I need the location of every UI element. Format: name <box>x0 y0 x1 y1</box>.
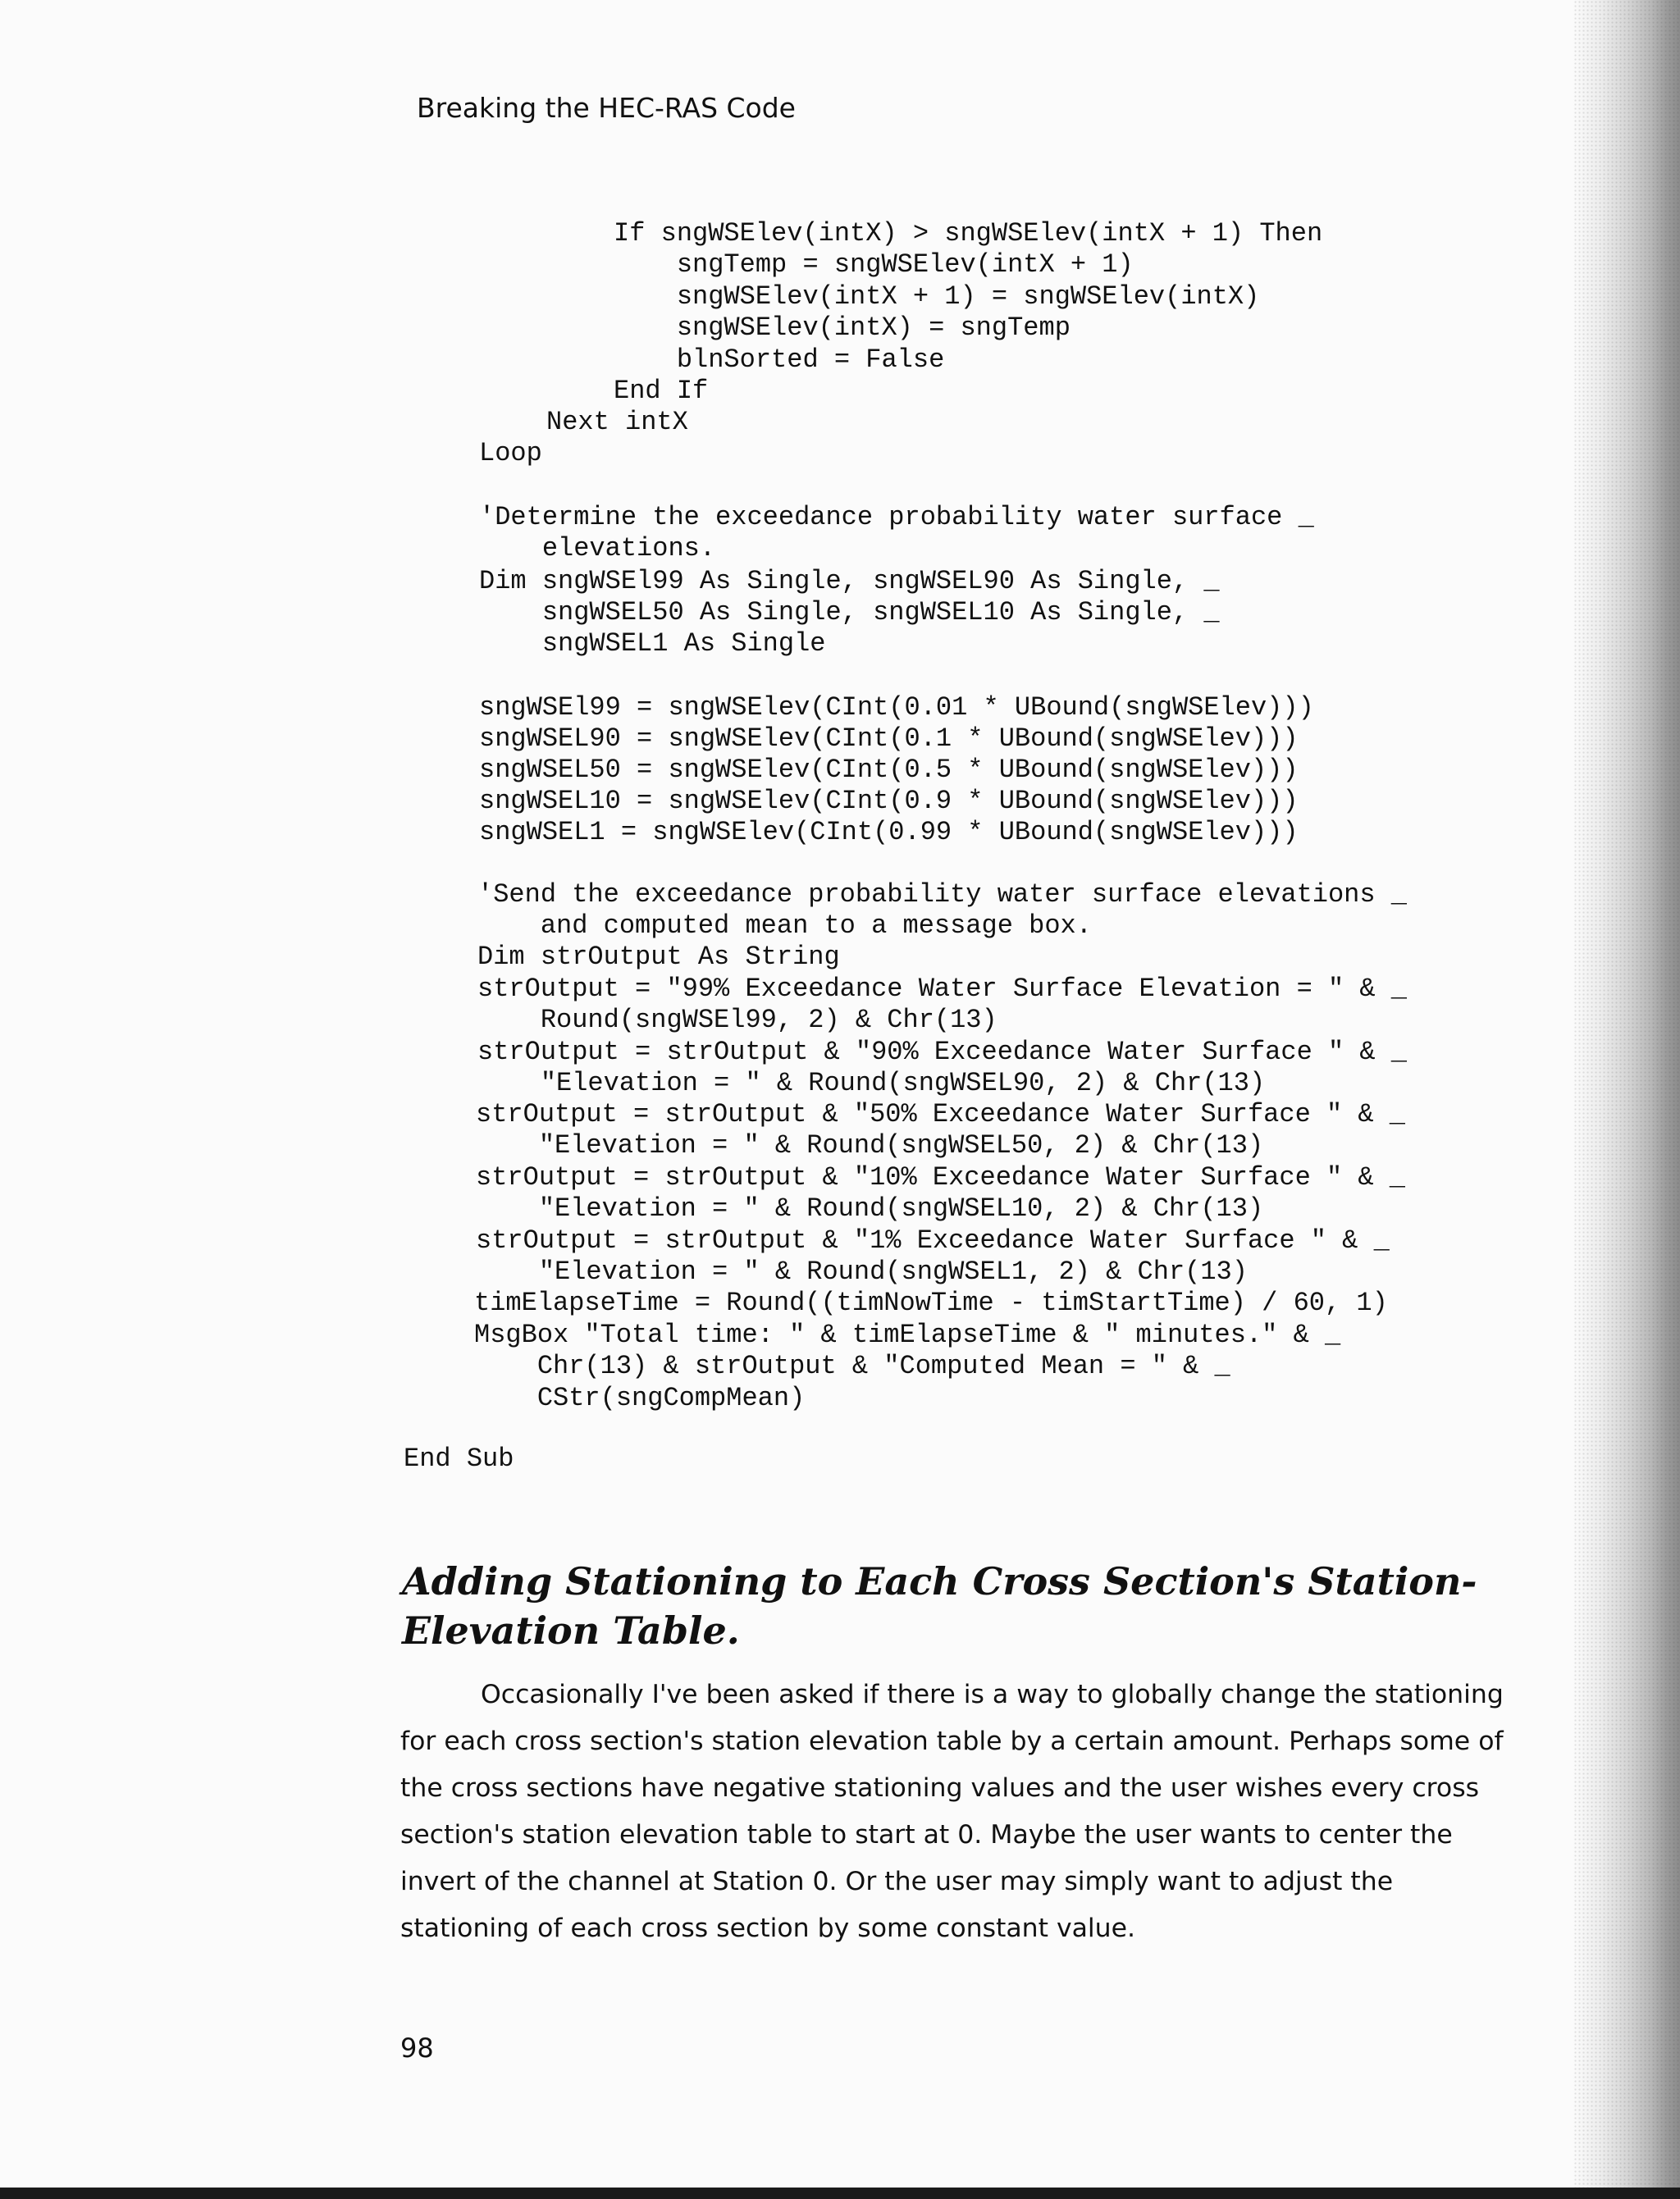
code-line: Dim sngWSEl99 As Single, sngWSEL90 As Single, _ <box>479 566 1220 596</box>
code-line: "Elevation = " & Round(sngWSEL50, 2) & Chr(13) <box>476 1130 1264 1161</box>
code-line: sngWSEL50 = sngWSElev(CInt(0.5 * UBound(sngWSElev))) <box>479 755 1299 785</box>
code-line: and computed mean to a message box. <box>477 910 1092 941</box>
code-line: sngWSEL90 = sngWSElev(CInt(0.1 * UBound(sngWSElev))) <box>479 723 1299 754</box>
code-line: "Elevation = " & Round(sngWSEL90, 2) & Chr(13) <box>477 1068 1266 1098</box>
code-line: If sngWSElev(intX) > sngWSElev(intX + 1) Then <box>614 218 1323 249</box>
code-line: Round(sngWSEl99, 2) & Chr(13) <box>477 1005 998 1035</box>
code-line: sngWSEl99 = sngWSElev(CInt(0.01 * UBound(sngWSElev))) <box>479 692 1314 723</box>
code-comment: 'Determine the exceedance probability water surface _ <box>479 502 1314 532</box>
code-line: strOutput = strOutput & "1% Exceedance Water Surface " & _ <box>476 1225 1390 1256</box>
code-line: sngTemp = sngWSElev(intX + 1) <box>614 249 1134 280</box>
code-line: sngWSElev(intX) = sngTemp <box>614 313 1071 343</box>
code-line: Chr(13) & strOutput & "Computed Mean = " & _ <box>474 1351 1230 1381</box>
page-number: 98 <box>400 2032 434 2064</box>
code-line: End Sub <box>404 1444 514 1474</box>
page-bottom-edge <box>0 2188 1680 2199</box>
code-line: strOutput = strOutput & "90% Exceedance Water Surface " & _ <box>477 1037 1407 1067</box>
code-line: sngWSEL1 As Single <box>479 628 826 659</box>
code-line: blnSorted = False <box>614 344 945 375</box>
section-heading: Adding Stationing to Each Cross Section's Station-Elevation Table. <box>402 1559 1477 1653</box>
running-header: Breaking the HEC-RAS Code <box>417 92 796 124</box>
code-line: CStr(sngCompMean) <box>474 1383 806 1413</box>
code-line: elevations. <box>479 533 716 563</box>
scan-texture <box>1573 0 1680 2199</box>
code-line: sngWSEL50 As Single, sngWSEL10 As Single, _ <box>479 597 1220 627</box>
body-paragraph: Occasionally I've been asked if there is a way to globally change the stationing for each cross section's station elevation table by a certain amount. Perhaps some of the cross sections have negative stationing values and the user wishes every cross section's station elevation table to start at 0. Maybe the user wants to center the invert of the channel at Station 0. Or the user may simply want to adjust the stationing of each cross section by some constant value. <box>400 1680 1504 1943</box>
code-line: sngWSElev(intX + 1) = sngWSElev(intX) <box>614 281 1260 312</box>
code-line: strOutput = strOutput & "10% Exceedance Water Surface " & _ <box>476 1162 1405 1193</box>
code-line: timElapseTime = Round((timNowTime - timStartTime) / 60, 1) <box>474 1288 1388 1318</box>
code-line: Dim strOutput As String <box>477 942 840 972</box>
code-line: sngWSEL10 = sngWSElev(CInt(0.9 * UBound(sngWSElev))) <box>479 786 1299 816</box>
code-line: Loop <box>479 438 542 468</box>
code-line: "Elevation = " & Round(sngWSEL10, 2) & Chr(13) <box>476 1193 1264 1224</box>
code-line: End If <box>614 376 709 406</box>
code-line: Next intX <box>546 407 688 437</box>
code-line: strOutput = strOutput & "50% Exceedance Water Surface " & _ <box>476 1099 1405 1129</box>
code-line: strOutput = "99% Exceedance Water Surface Elevation = " & _ <box>477 974 1407 1004</box>
code-line: sngWSEL1 = sngWSElev(CInt(0.99 * UBound(sngWSElev))) <box>479 817 1299 847</box>
code-line: "Elevation = " & Round(sngWSEL1, 2) & Chr(13) <box>476 1257 1248 1287</box>
code-comment: 'Send the exceedance probability water surface elevations _ <box>477 879 1407 910</box>
code-line: MsgBox "Total time: " & timElapseTime & " minutes." & _ <box>474 1320 1341 1350</box>
